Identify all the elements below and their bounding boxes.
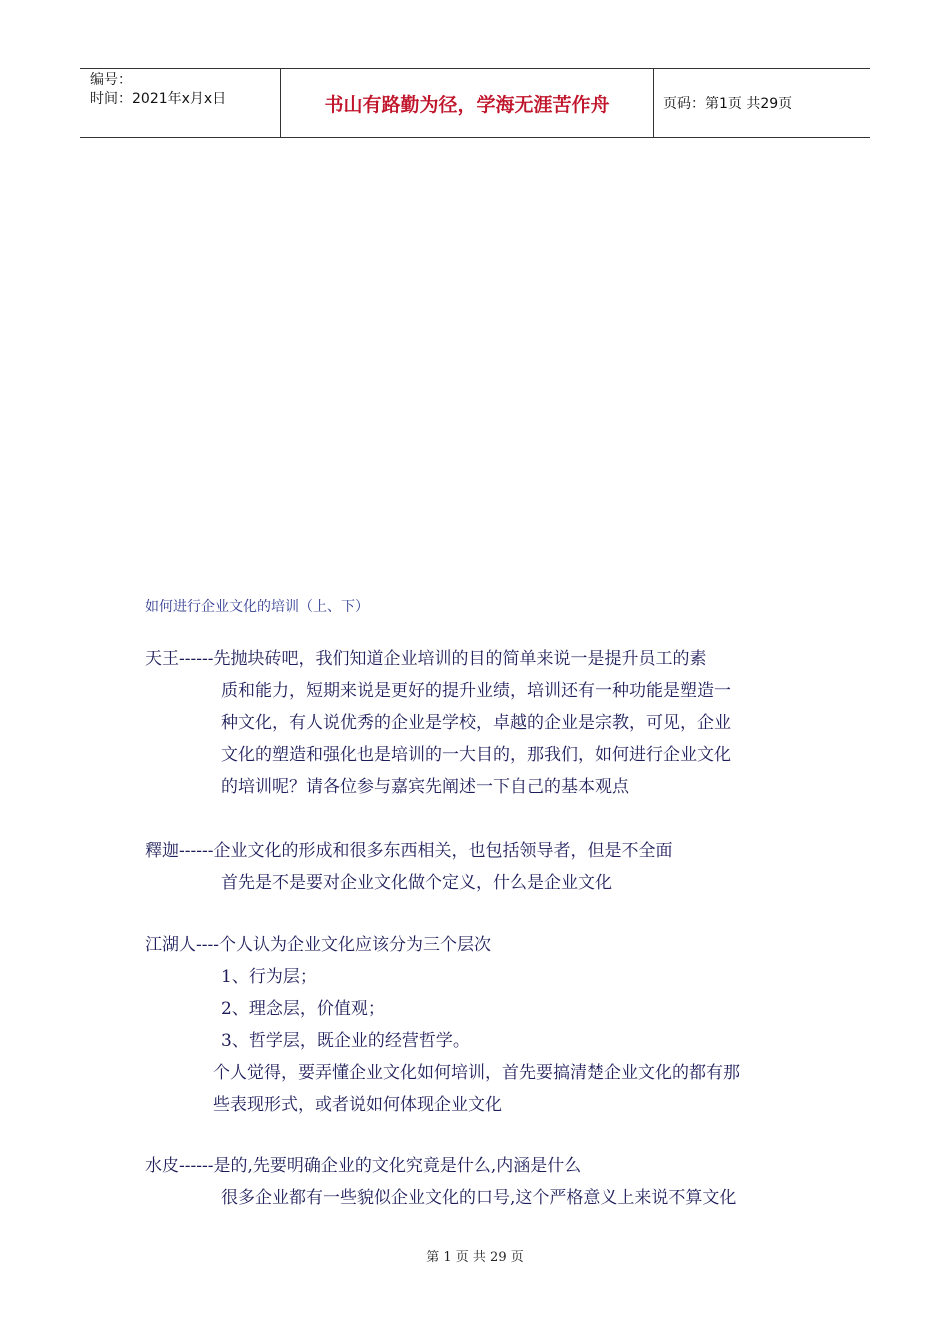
paragraph-shijia	[145, 835, 825, 899]
page-info: 页码：第1页 共29页	[663, 96, 793, 112]
text-line: 很多企业都有一些貌似企业文化的口号,这个严格意义上来说不算文化	[221, 1188, 737, 1208]
text-line: 些表现形式，或者说如何体现企业文化	[213, 1095, 502, 1115]
header-left-cell	[80, 69, 280, 137]
text-line: 3、哲学层，既企业的经营哲学。	[221, 1031, 470, 1051]
time-label: 时间：2021年x月x日	[90, 91, 227, 107]
text-line: 2、理念层，价值观；	[221, 999, 385, 1019]
text-line: 1、行为层；	[221, 967, 317, 987]
document-title: 如何进行企业文化的培训（上、下）	[145, 599, 369, 615]
text-line: 天王------先抛块砖吧，我们知道企业培训的目的简单来说一是提升员工的素	[145, 649, 707, 669]
motto: 书山有路勤为径，学海无涯苦作舟	[280, 69, 654, 137]
paragraph-tianwang	[145, 643, 825, 803]
text-line: 种文化，有人说优秀的企业是学校，卓越的企业是宗教，可见，企业	[221, 713, 731, 733]
text-line: 个人觉得，要弄懂企业文化如何培训，首先要搞清楚企业文化的都有那	[213, 1063, 740, 1083]
number-label: 编号：	[90, 72, 132, 88]
paragraph-shuipi	[145, 1150, 825, 1214]
text-line: 釋迦------企业文化的形成和很多东西相关，也包括领导者，但是不全面	[145, 841, 673, 861]
text-line: 的培训呢？请各位参与嘉宾先阐述一下自己的基本观点	[221, 777, 629, 797]
text-line: 水皮------是的,先要明确企业的文化究竟是什么,内涵是什么	[145, 1156, 582, 1176]
text-line: 江湖人----个人认为企业文化应该分为三个层次	[145, 935, 491, 955]
text-line: 首先是不是要对企业文化做个定义，什么是企业文化	[221, 873, 612, 893]
text-line: 质和能力，短期来说是更好的提升业绩，培训还有一种功能是塑造一	[221, 681, 731, 701]
text-line: 文化的塑造和强化也是培训的一大目的，那我们，如何进行企业文化	[221, 745, 731, 765]
header-table	[80, 68, 870, 138]
paragraph-jianghuren	[145, 929, 825, 1121]
page-footer: 第 1 页 共 29 页	[426, 1250, 524, 1265]
